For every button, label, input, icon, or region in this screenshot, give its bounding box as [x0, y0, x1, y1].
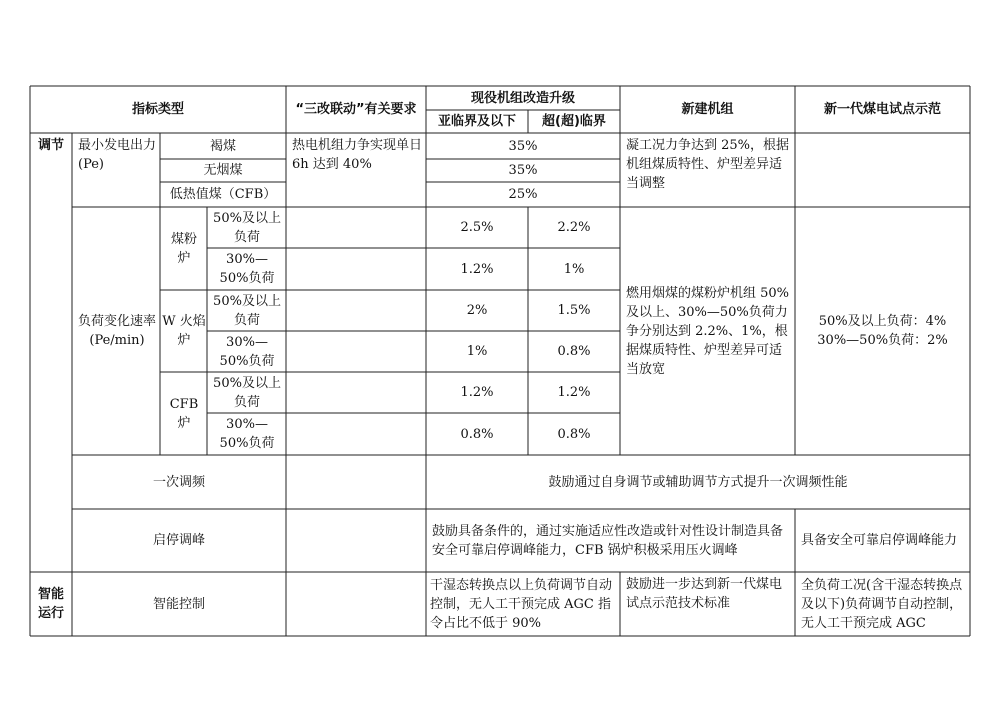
- boiler-w-flame: W 火焰炉: [162, 314, 206, 348]
- load-rate-unit: (Pe/min): [89, 333, 145, 348]
- min-output-label: 最小发电出力(Pe): [78, 138, 157, 172]
- boiler-pulverized: 煤粉炉: [170, 231, 197, 266]
- start-stop-text: 鼓励具备条件的，通过实施适应性改造或针对性设计制造具备安全可靠启停调峰能力，CFB 锅炉积极采用压火调峰: [432, 523, 784, 558]
- start-stop-demo: 具备安全可靠启停调峰能力: [801, 533, 958, 548]
- min-output-anthracite-value: 35%: [508, 163, 538, 178]
- load-level-above50: 50%及以上负荷: [213, 293, 281, 328]
- section-smart-label: 智能运行: [37, 587, 64, 621]
- header-subcritical: 亚临界及以下: [437, 114, 516, 129]
- coal-type-lignite: 褐煤: [209, 138, 236, 154]
- rate-subcritical-value: 2.5%: [460, 220, 494, 235]
- load-rate-demo: [797, 207, 968, 455]
- demo-line-above50: 50%及以上负荷：4%: [818, 314, 947, 329]
- primary-freq-label: 一次调频: [152, 474, 205, 490]
- load-rate-title: 负荷变化速率: [77, 314, 156, 329]
- load-level-30-50: 30%—50%负荷: [219, 252, 275, 286]
- rate-subcritical-value: 1.2%: [460, 385, 494, 400]
- header-three-reforms: “三改联动”有关要求: [295, 102, 417, 117]
- load-rate-label: [74, 207, 160, 455]
- smart-existing-text: 干湿态转换点以上负荷调节自动控制，无人工干预完成 AGC 指令占比不低于 90%: [430, 577, 613, 631]
- load-level-30-50: 30%—50%负荷: [219, 417, 275, 451]
- load-level-above50: 50%及以上负荷: [213, 210, 281, 245]
- primary-freq-text: 鼓励通过自身调节或辅助调节方式提升一次调频性能: [548, 474, 848, 490]
- header-indicator-type: 指标类型: [131, 102, 184, 117]
- min-output-lignite-value: 35%: [508, 138, 538, 154]
- header-supercritical: 超(超)临界: [542, 114, 606, 129]
- min-output-low-heat-value: 25%: [508, 187, 538, 202]
- chp-requirement: 热电机组力争实现单日 6h 达到 40%: [292, 138, 423, 172]
- rate-supercritical-value: 0.8%: [557, 344, 591, 359]
- coal-type-low-heat: 低热值煤（CFB）: [169, 187, 277, 202]
- rate-supercritical-value: 1%: [563, 261, 585, 277]
- rate-supercritical-value: 1.2%: [557, 385, 591, 400]
- load-level-30-50: 30%—50%负荷: [219, 334, 275, 369]
- smart-new-units-text: 鼓励进一步达到新一代煤电试点示范技术标准: [626, 577, 783, 611]
- rate-subcritical-value: 2%: [466, 303, 488, 318]
- smart-control-label: 智能控制: [152, 596, 205, 612]
- header-new-gen-demo: 新一代煤电试点示范: [823, 102, 941, 117]
- coal-type-anthracite: 无烟煤: [203, 163, 243, 178]
- rate-supercritical-value: 0.8%: [557, 426, 591, 442]
- section-regulation-label: 调节: [37, 138, 64, 153]
- header-existing-units: 现役机组改造升级: [470, 90, 575, 106]
- min-output-new-units: 凝工况力争达到 25%，根据机组煤质特性、炉型差异适当调整: [626, 138, 790, 191]
- smart-demo-text: 全负荷工况(含干湿态转换点及以下)负荷调节自动控制，无人工干预完成 AGC: [801, 577, 963, 631]
- rate-supercritical-value: 1.5%: [557, 303, 591, 318]
- rate-subcritical-value: 0.8%: [460, 426, 494, 442]
- header-new-units: 新建机组: [681, 102, 734, 117]
- rate-supercritical-value: 2.2%: [557, 220, 591, 235]
- load-rate-new-units: 燃用烟煤的煤粉炉机组 50%及以上、30%—50%负荷力争分别达到 2.2%、1%，根据煤质特性、炉型差异可适当放宽: [626, 285, 790, 377]
- load-level-above50: 50%及以上负荷: [213, 375, 281, 410]
- start-stop-label: 启停调峰: [152, 533, 205, 548]
- rate-subcritical-value: 1.2%: [460, 261, 494, 277]
- rate-subcritical-value: 1%: [466, 344, 488, 359]
- demo-line-30-50: 30%—50%负荷：2%: [817, 333, 948, 348]
- boiler-cfb: CFB炉: [169, 396, 199, 431]
